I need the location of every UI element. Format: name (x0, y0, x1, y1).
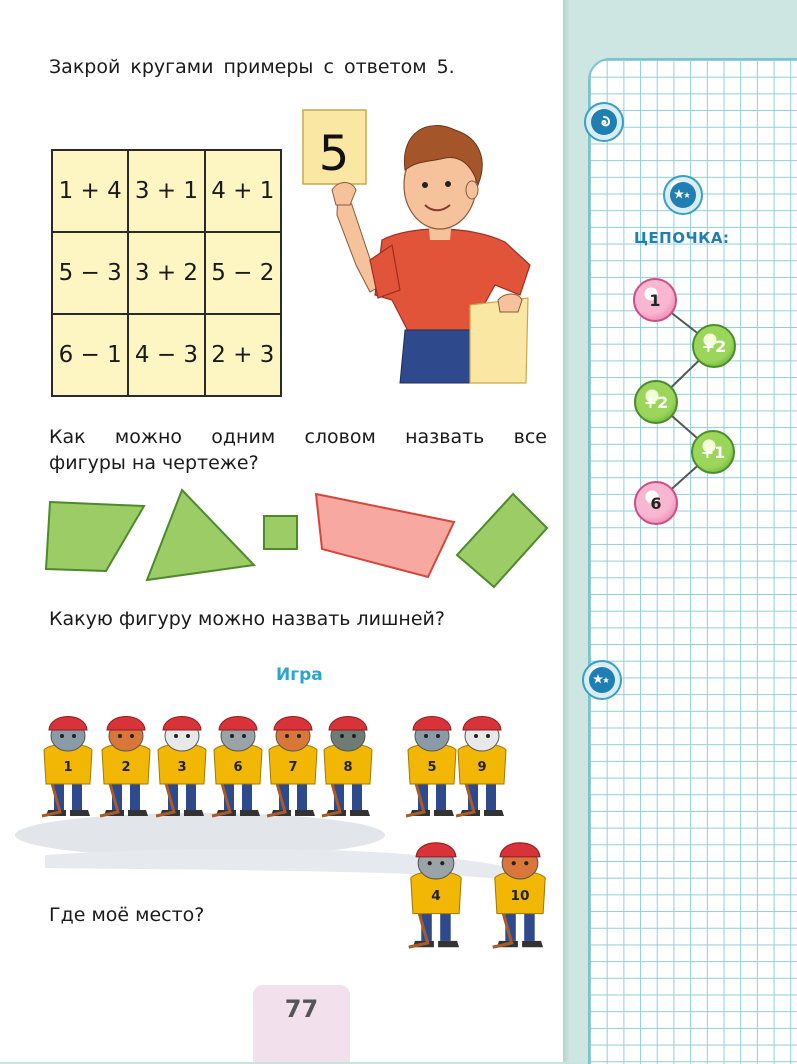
number-card-value: 5 (318, 126, 350, 182)
table-cell[interactable]: 3 + 1 (128, 150, 204, 232)
table-cell[interactable]: 2 + 3 (205, 314, 281, 396)
player-number: 9 (477, 760, 487, 775)
player-number: 5 (427, 760, 437, 775)
chain-bead[interactable]: 1 (633, 278, 677, 322)
player-number: 7 (288, 760, 298, 775)
game-section-title: Игра (276, 665, 323, 685)
question-line: Как можно одним словом назвать все (49, 426, 547, 448)
player-number: 1 (63, 760, 73, 775)
player-number: 10 (510, 887, 530, 904)
chain-bead[interactable]: +2 (692, 324, 736, 368)
table-cell[interactable]: 1 + 4 (52, 150, 128, 232)
chain-bead[interactable]: +1 (691, 430, 735, 474)
table-cell[interactable]: 4 + 1 (205, 150, 281, 232)
player-number: 4 (431, 887, 441, 904)
table-cell[interactable]: 6 − 1 (52, 314, 128, 396)
question-line: фигуры на чертеже? (49, 452, 259, 474)
chain-bead[interactable]: 6 (634, 481, 678, 525)
player-number: 8 (343, 760, 353, 775)
stars-icon (582, 660, 622, 700)
table-cell[interactable]: 5 − 3 (52, 232, 128, 314)
table-cell[interactable]: 3 + 2 (128, 232, 204, 314)
player-number: 3 (177, 760, 187, 775)
table-cell[interactable]: 4 − 3 (128, 314, 204, 396)
question-my-place: Где моё место? (49, 904, 205, 926)
chain-bead[interactable]: +2 (634, 380, 678, 424)
player-number: 6 (233, 760, 243, 775)
question-odd-shape: Какую фигуру можно назвать лишней? (49, 608, 445, 630)
page-number: 77 (284, 995, 319, 1023)
chain-title: ЦЕПОЧКА: (634, 229, 730, 247)
table-cell[interactable]: 5 − 2 (205, 232, 281, 314)
player-number: 2 (121, 760, 131, 775)
task-instruction: Закрой кругами примеры с ответом 5. (49, 56, 455, 78)
